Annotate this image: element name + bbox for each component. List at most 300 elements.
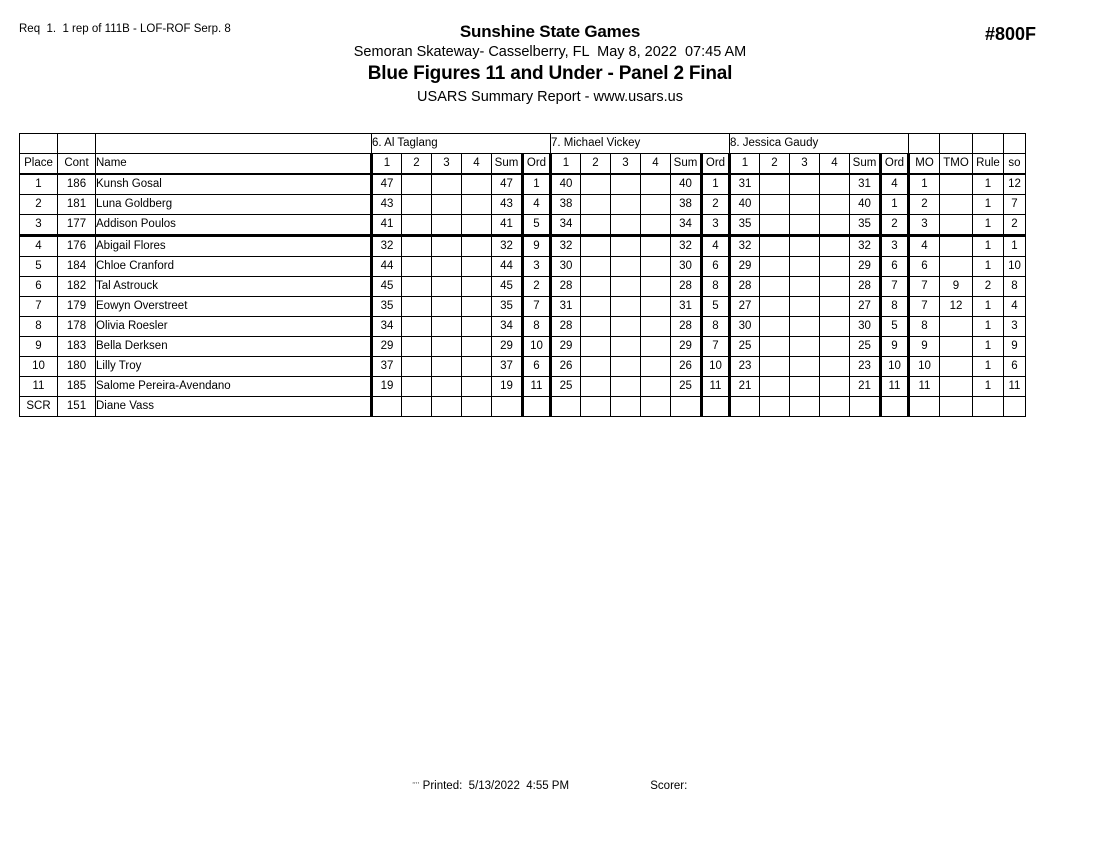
cell-judge6-sum: 35: [492, 297, 523, 317]
page-footer: [0, 780, 1100, 792]
cell-judge8-score1: 30: [730, 317, 760, 337]
cell-cont: 179: [58, 297, 96, 317]
cell-rule: 1: [973, 297, 1004, 317]
cell-so: 11: [1004, 377, 1026, 397]
cell-judge7-sum: [671, 397, 702, 417]
venue-datetime-line: Semoran Skateway- Casselberry, FL May 8, 2022 07:45 AM: [353, 44, 747, 60]
col-head-j6-1: 1: [372, 154, 402, 175]
cell-judge6-ord: 8: [523, 317, 551, 337]
cell-cont: 178: [58, 317, 96, 337]
cell-judge7-score4: [641, 297, 671, 317]
cell-judge8-sum: 35: [850, 215, 881, 236]
col-head-j6-sum: Sum: [492, 154, 523, 175]
cell-judge8-score4: [820, 215, 850, 236]
cell-cont: 176: [58, 236, 96, 257]
cell-judge8-score4: [820, 277, 850, 297]
cell-judge8-score4: [820, 174, 850, 195]
cell-judge7-sum: 30: [671, 257, 702, 277]
cell-judge6-score2: [402, 377, 432, 397]
cell-judge6-score1: 43: [372, 195, 402, 215]
cell-judge7-score3: [611, 195, 641, 215]
cell-judge7-score2: [581, 337, 611, 357]
judge-8-label: 8. Jessica Gaudy: [730, 134, 909, 154]
col-head-j7-3: 3: [611, 154, 641, 175]
table-row[interactable]: [20, 337, 1026, 357]
cell-judge6-score3: [432, 195, 462, 215]
cell-judge8-score1: [730, 397, 760, 417]
cell-cont: 181: [58, 195, 96, 215]
cell-cont: 151: [58, 397, 96, 417]
cell-cont: 182: [58, 277, 96, 297]
cell-judge8-score2: [760, 215, 790, 236]
cell-judge7-ord: 5: [702, 297, 730, 317]
cell-judge7-score1: 32: [551, 236, 581, 257]
cell-judge8-score1: 27: [730, 297, 760, 317]
cell-judge8-sum: 32: [850, 236, 881, 257]
cell-judge8-score2: [760, 277, 790, 297]
cell-judge6-score2: [402, 236, 432, 257]
cell-judge8-score3: [790, 297, 820, 317]
cell-judge6-score3: [432, 357, 462, 377]
cell-judge8-score3: [790, 195, 820, 215]
cell-judge8-score1: 28: [730, 277, 760, 297]
cell-judge7-score3: [611, 257, 641, 277]
cell-judge6-score4: [462, 174, 492, 195]
cell-cont: 183: [58, 337, 96, 357]
cell-mo: 2: [909, 195, 940, 215]
cell-judge7-ord: 11: [702, 377, 730, 397]
cell-judge6-ord: 4: [523, 195, 551, 215]
cell-judge8-sum: 28: [850, 277, 881, 297]
cell-mo: 9: [909, 337, 940, 357]
cell-judge6-score3: [432, 337, 462, 357]
cell-judge6-sum: 29: [492, 337, 523, 357]
report-title-block: [0, 22, 1100, 107]
cell-judge8-score2: [760, 337, 790, 357]
cell-judge7-ord: 2: [702, 195, 730, 215]
cell-judge8-ord: 7: [881, 277, 909, 297]
cell-judge7-score3: [611, 277, 641, 297]
cell-judge7-ord: 4: [702, 236, 730, 257]
cell-cont: 184: [58, 257, 96, 277]
cell-judge7-score3: [611, 236, 641, 257]
cell-judge8-score4: [820, 357, 850, 377]
cell-judge7-score4: [641, 195, 671, 215]
cell-skater-name: Diane Vass: [96, 397, 372, 417]
cell-judge6-score3: [432, 277, 462, 297]
cell-judge7-sum: 29: [671, 337, 702, 357]
cell-judge8-ord: 11: [881, 377, 909, 397]
cell-judge6-score2: [402, 397, 432, 417]
cell-rule: 1: [973, 215, 1004, 236]
judge-band-spacer: [20, 134, 58, 154]
cell-mo: 7: [909, 297, 940, 317]
cell-skater-name: Eowyn Overstreet: [96, 297, 372, 317]
table-row[interactable]: [20, 317, 1026, 337]
col-head-j7-1: 1: [551, 154, 581, 175]
cell-place: 1: [20, 174, 58, 195]
cell-judge7-score1: 29: [551, 337, 581, 357]
cell-judge8-ord: 2: [881, 215, 909, 236]
cell-place: 8: [20, 317, 58, 337]
cell-judge6-score2: [402, 215, 432, 236]
printed-timestamp: Printed: 5/13/2022 4:55 PM: [422, 780, 570, 792]
cell-judge7-score2: [581, 215, 611, 236]
cell-judge8-sum: 27: [850, 297, 881, 317]
cell-tmo: [940, 174, 973, 195]
col-head-so: so: [1004, 154, 1026, 175]
table-row[interactable]: [20, 195, 1026, 215]
cell-mo: [909, 397, 940, 417]
cell-judge8-score3: [790, 277, 820, 297]
cell-judge6-score4: [462, 377, 492, 397]
cell-judge8-score1: 35: [730, 215, 760, 236]
cell-rule: 1: [973, 357, 1004, 377]
cell-rule: 2: [973, 277, 1004, 297]
cell-cont: 186: [58, 174, 96, 195]
cell-judge8-sum: 25: [850, 337, 881, 357]
col-head-j7-2: 2: [581, 154, 611, 175]
cell-judge8-score2: [760, 257, 790, 277]
cell-judge6-score1: 29: [372, 337, 402, 357]
cell-judge8-sum: [850, 397, 881, 417]
col-head-name: Name: [96, 154, 372, 175]
cell-judge6-score4: [462, 195, 492, 215]
cell-judge7-score1: 31: [551, 297, 581, 317]
cell-judge7-score2: [581, 397, 611, 417]
cell-judge7-sum: 28: [671, 277, 702, 297]
cell-judge8-score1: 32: [730, 236, 760, 257]
cell-place: 2: [20, 195, 58, 215]
table-row[interactable]: [20, 257, 1026, 277]
cell-judge8-score4: [820, 377, 850, 397]
cell-place: 7: [20, 297, 58, 317]
cell-judge8-ord: 10: [881, 357, 909, 377]
table-row[interactable]: [20, 297, 1026, 317]
cell-rule: 1: [973, 337, 1004, 357]
col-head-j7-ord: Ord: [702, 154, 730, 175]
cell-judge6-score3: [432, 397, 462, 417]
cell-skater-name: Olivia Roesler: [96, 317, 372, 337]
cell-judge8-sum: 30: [850, 317, 881, 337]
cell-judge6-ord: 5: [523, 215, 551, 236]
cell-mo: 6: [909, 257, 940, 277]
cell-judge7-sum: 25: [671, 377, 702, 397]
col-head-tmo: TMO: [940, 154, 973, 175]
cell-so: 6: [1004, 357, 1026, 377]
cell-judge6-score2: [402, 195, 432, 215]
cell-place: 3: [20, 215, 58, 236]
cell-judge8-score3: [790, 397, 820, 417]
col-head-cont: Cont: [58, 154, 96, 175]
cell-judge8-score3: [790, 357, 820, 377]
cell-tmo: [940, 397, 973, 417]
cell-judge7-score2: [581, 195, 611, 215]
col-head-j6-3: 3: [432, 154, 462, 175]
cell-place: 6: [20, 277, 58, 297]
judge-band-spacer: [940, 134, 973, 154]
cell-place: 5: [20, 257, 58, 277]
cell-judge8-score1: 23: [730, 357, 760, 377]
cell-tmo: [940, 257, 973, 277]
cell-judge7-score2: [581, 257, 611, 277]
cell-judge6-sum: 45: [492, 277, 523, 297]
cell-judge6-score2: [402, 317, 432, 337]
cell-judge6-ord: 6: [523, 357, 551, 377]
cell-judge7-sum: 34: [671, 215, 702, 236]
cell-judge6-score2: [402, 257, 432, 277]
judge-band-spacer: [58, 134, 96, 154]
cell-judge7-score3: [611, 377, 641, 397]
cell-judge7-score1: 28: [551, 277, 581, 297]
cell-judge8-sum: 29: [850, 257, 881, 277]
cell-judge6-score3: [432, 377, 462, 397]
cell-judge8-score2: [760, 357, 790, 377]
cell-judge7-ord: 8: [702, 277, 730, 297]
cell-judge8-score3: [790, 215, 820, 236]
cell-judge7-score4: [641, 236, 671, 257]
cell-judge6-sum: 41: [492, 215, 523, 236]
cell-judge8-score1: 21: [730, 377, 760, 397]
cell-judge7-score1: 26: [551, 357, 581, 377]
cell-judge7-score1: 25: [551, 377, 581, 397]
cell-so: 10: [1004, 257, 1026, 277]
cell-so: 1: [1004, 236, 1026, 257]
cell-cont: 185: [58, 377, 96, 397]
cell-judge7-ord: 10: [702, 357, 730, 377]
cell-judge7-score2: [581, 236, 611, 257]
cell-judge8-score1: 40: [730, 195, 760, 215]
judge-band-spacer: [1004, 134, 1026, 154]
cell-judge8-score2: [760, 397, 790, 417]
cell-judge8-score4: [820, 236, 850, 257]
cell-judge6-score2: [402, 357, 432, 377]
col-head-j8-1: 1: [730, 154, 760, 175]
cell-judge6-ord: 3: [523, 257, 551, 277]
cell-judge8-score4: [820, 317, 850, 337]
cell-judge7-score3: [611, 357, 641, 377]
cell-judge6-score3: [432, 317, 462, 337]
col-head-j8-2: 2: [760, 154, 790, 175]
judge-6-label: 6. Al Taglang: [372, 134, 551, 154]
col-head-mo: MO: [909, 154, 940, 175]
cell-judge7-score4: [641, 277, 671, 297]
cell-judge6-score1: 41: [372, 215, 402, 236]
cell-so: 3: [1004, 317, 1026, 337]
cell-judge6-score1: 45: [372, 277, 402, 297]
cell-judge8-score1: 25: [730, 337, 760, 357]
cell-place: 11: [20, 377, 58, 397]
cell-judge7-score3: [611, 397, 641, 417]
judge-7-label: 7. Michael Vickey: [551, 134, 730, 154]
cell-place: SCR: [20, 397, 58, 417]
cell-judge6-sum: 19: [492, 377, 523, 397]
requirement-line: Req 1. 1 rep of 111B - LOF-ROF Serp. 8: [19, 23, 231, 35]
summary-results-table: [19, 133, 1026, 417]
col-head-j8-3: 3: [790, 154, 820, 175]
cell-judge8-score1: 31: [730, 174, 760, 195]
table-row[interactable]: [20, 397, 1026, 417]
cell-judge8-score3: [790, 257, 820, 277]
division-title: Blue Figures 11 and Under - Panel 2 Final: [367, 63, 733, 84]
cell-judge7-score2: [581, 317, 611, 337]
footer-mark: ʳʳʳʳ: [412, 781, 420, 787]
table-row[interactable]: [20, 277, 1026, 297]
cell-judge7-score2: [581, 277, 611, 297]
event-title: Sunshine State Games: [459, 22, 641, 41]
cell-judge6-score1: 32: [372, 236, 402, 257]
cell-judge7-ord: 3: [702, 215, 730, 236]
cell-skater-name: Lilly Troy: [96, 357, 372, 377]
cell-judge6-sum: 44: [492, 257, 523, 277]
cell-judge6-score1: 47: [372, 174, 402, 195]
col-head-rule: Rule: [973, 154, 1004, 175]
cell-judge7-score3: [611, 215, 641, 236]
table-row[interactable]: [20, 377, 1026, 397]
cell-judge7-ord: [702, 397, 730, 417]
cell-judge8-sum: 40: [850, 195, 881, 215]
cell-mo: 7: [909, 277, 940, 297]
scorer-label: Scorer:: [650, 780, 688, 792]
cell-judge6-score1: 44: [372, 257, 402, 277]
cell-tmo: 12: [940, 297, 973, 317]
cell-so: 12: [1004, 174, 1026, 195]
cell-tmo: 9: [940, 277, 973, 297]
cell-judge7-score4: [641, 337, 671, 357]
table-row[interactable]: [20, 357, 1026, 377]
cell-judge7-score1: [551, 397, 581, 417]
document-number: #800F: [984, 24, 1036, 44]
cell-so: 4: [1004, 297, 1026, 317]
cell-so: 2: [1004, 215, 1026, 236]
cell-judge6-score4: [462, 215, 492, 236]
col-head-j7-4: 4: [641, 154, 671, 175]
cell-judge6-score1: 34: [372, 317, 402, 337]
cell-judge6-score2: [402, 277, 432, 297]
cell-judge6-score3: [432, 297, 462, 317]
cell-judge8-ord: 1: [881, 195, 909, 215]
cell-tmo: [940, 377, 973, 397]
cell-judge7-score4: [641, 257, 671, 277]
cell-judge6-score4: [462, 357, 492, 377]
cell-judge7-sum: 26: [671, 357, 702, 377]
cell-judge8-ord: 3: [881, 236, 909, 257]
cell-skater-name: Chloe Cranford: [96, 257, 372, 277]
cell-rule: 1: [973, 257, 1004, 277]
cell-skater-name: Kunsh Gosal: [96, 174, 372, 195]
cell-rule: 1: [973, 317, 1004, 337]
cell-judge8-score4: [820, 257, 850, 277]
cell-judge8-score3: [790, 377, 820, 397]
judge-band-spacer: [909, 134, 940, 154]
cell-judge6-ord: 7: [523, 297, 551, 317]
cell-judge7-score4: [641, 377, 671, 397]
cell-judge7-sum: 28: [671, 317, 702, 337]
cell-judge7-score4: [641, 215, 671, 236]
cell-judge7-ord: 7: [702, 337, 730, 357]
cell-rule: 1: [973, 377, 1004, 397]
cell-judge6-sum: 34: [492, 317, 523, 337]
cell-judge7-score2: [581, 377, 611, 397]
cell-judge7-sum: 38: [671, 195, 702, 215]
cell-tmo: [940, 337, 973, 357]
cell-judge8-ord: 5: [881, 317, 909, 337]
cell-so: 8: [1004, 277, 1026, 297]
cell-judge6-ord: [523, 397, 551, 417]
column-header-row: [20, 154, 1026, 175]
cell-mo: 4: [909, 236, 940, 257]
cell-judge6-score3: [432, 257, 462, 277]
cell-judge6-score4: [462, 277, 492, 297]
table-row[interactable]: [20, 236, 1026, 257]
cell-judge7-score1: 30: [551, 257, 581, 277]
table-row[interactable]: [20, 215, 1026, 236]
cell-skater-name: Luna Goldberg: [96, 195, 372, 215]
cell-judge6-score2: [402, 297, 432, 317]
col-head-j8-ord: Ord: [881, 154, 909, 175]
cell-judge7-score1: 40: [551, 174, 581, 195]
col-head-j7-sum: Sum: [671, 154, 702, 175]
cell-judge8-sum: 31: [850, 174, 881, 195]
cell-judge7-score3: [611, 297, 641, 317]
cell-judge8-ord: 6: [881, 257, 909, 277]
cell-judge6-score3: [432, 236, 462, 257]
cell-judge6-score3: [432, 174, 462, 195]
cell-rule: 1: [973, 174, 1004, 195]
cell-skater-name: Abigail Flores: [96, 236, 372, 257]
cell-tmo: [940, 215, 973, 236]
cell-judge6-sum: 47: [492, 174, 523, 195]
cell-judge6-ord: 10: [523, 337, 551, 357]
cell-skater-name: Addison Poulos: [96, 215, 372, 236]
col-head-j6-2: 2: [402, 154, 432, 175]
col-head-j6-ord: Ord: [523, 154, 551, 175]
col-head-j8-4: 4: [820, 154, 850, 175]
table-row[interactable]: [20, 174, 1026, 195]
cell-judge6-sum: 43: [492, 195, 523, 215]
judge-band-spacer: [973, 134, 1004, 154]
cell-judge6-score2: [402, 174, 432, 195]
cell-judge8-score2: [760, 236, 790, 257]
cell-judge8-score2: [760, 174, 790, 195]
cell-rule: [973, 397, 1004, 417]
cell-judge8-sum: 21: [850, 377, 881, 397]
cell-judge6-sum: 37: [492, 357, 523, 377]
cell-judge7-score3: [611, 174, 641, 195]
cell-so: 9: [1004, 337, 1026, 357]
cell-judge6-score4: [462, 397, 492, 417]
cell-judge6-score1: [372, 397, 402, 417]
cell-judge6-score3: [432, 215, 462, 236]
cell-judge8-score2: [760, 317, 790, 337]
cell-judge6-sum: [492, 397, 523, 417]
cell-judge7-score2: [581, 297, 611, 317]
cell-judge7-score4: [641, 317, 671, 337]
cell-judge6-score4: [462, 297, 492, 317]
cell-judge6-score4: [462, 337, 492, 357]
cell-judge7-score4: [641, 357, 671, 377]
cell-place: 9: [20, 337, 58, 357]
cell-judge8-ord: [881, 397, 909, 417]
cell-cont: 177: [58, 215, 96, 236]
cell-judge8-score3: [790, 337, 820, 357]
cell-judge7-score3: [611, 337, 641, 357]
cell-judge8-ord: 8: [881, 297, 909, 317]
cell-judge7-sum: 40: [671, 174, 702, 195]
cell-judge8-score4: [820, 397, 850, 417]
cell-judge7-score2: [581, 357, 611, 377]
cell-judge8-score4: [820, 337, 850, 357]
